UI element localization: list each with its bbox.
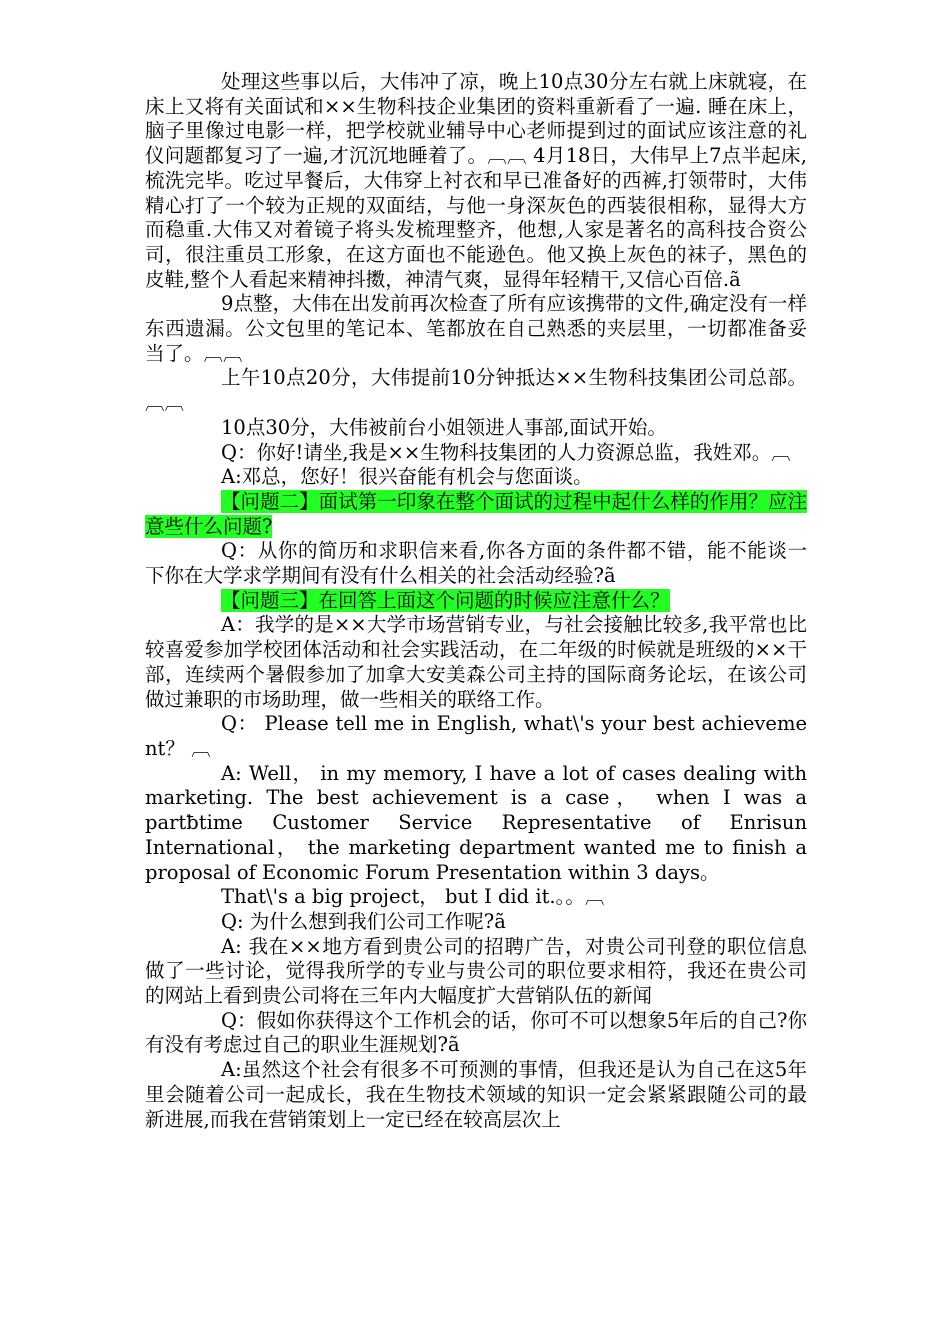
paragraph-15: A: 我在××地方看到贵公司的招聘广告，对贵公司刊登的职位信息做了一些讨论，觉得我所学的专业与贵公司的职位要求相符，我还在贵公司的网站上看到贵公司将在三年内大幅度扩大营销队伍的新闻 (145, 934, 807, 1008)
paragraph-11: Q： Please tell me in English, what\'s your best achievement？ ︹ (145, 712, 807, 760)
paragraph-13: That\'s a big project， but I did it.。。︹ (221, 885, 605, 909)
paragraph-4: 10点30分，大伟被前台小姐领进人事部,面试开始。 (221, 415, 667, 439)
question-two-highlight: 【问题二】面试第一印象在整个面试的过程中起什么样的作用？应注意些什么问题? (145, 489, 807, 538)
question-three-highlight: 【问题三】在回答上面这个问题的时候应注意什么？ (221, 588, 670, 612)
paragraph-2: 9点整，大伟在出发前再次检查了所有应该携带的文件,确定没有一样东西遗漏。公文包里的笔记本、笔都放在自己熟悉的夹层里，一切都准备妥当了。︹︹ (145, 292, 807, 365)
paragraph-10: A：我学的是××大学市场营销专业，与社会接触比较多,我平常也比较喜爱参加学校团体活动和社会实践活动，在二年级的时候就是班级的××干部，连续两个暑假参加了加拿大安美森公司主持的国际商务论坛，在该公司做过兼职的市场助理，做一些相关的联络工作。 (145, 613, 807, 711)
paragraph-6: A:邓总，您好！很兴奋能有机会与您面谈。 (221, 465, 593, 489)
paragraph-3: 上午10点20分，大伟提前10分钟抵达××生物科技集团公司总部。︹︹ (145, 366, 807, 415)
paragraph-1: 处理这些事以后，大伟冲了凉，晚上10点30分左右就上床就寝，在床上又将有关面试和××生物科技企业集团的资料重新看了一遍. 睡在床上，脑子里像过电影一样，把学校就业辅导中心老师提到过的面试应该注意的礼仪问题都复习了一遍,才沉沉地睡着了。︹︹ 4月18日，大伟早上7点半起床,梳洗完毕。吃过早餐后，大伟穿上衬衣和早已准备好的西裤,打领带时，大伟精心打了一个较为正规的双面结，与他一身深灰色的西装很相称，显得大方而稳重.大伟又对着镜子将头发梳理整齐，他想,人家是著名的高科技合资公司，很注重员工形象，在这方面也不能逊色。他又换上灰色的袜子，黑色的皮鞋,整个人看起来精神抖擞，神清气爽，显得年轻精干,又信心百倍.ã (145, 70, 807, 291)
paragraph-14: Q: 为什么想到我们公司工作呢?ã (221, 909, 506, 933)
paragraph-16: Q：假如你获得这个工作机会的话，你可不可以想象5年后的自己?你有没有考虑过自己的职业生涯规划?ã (145, 1008, 807, 1057)
question-three-heading (145, 589, 807, 614)
paragraph-5: Q：你好!请坐,我是××生物科技集团的人力资源总监，我姓邓。︹ (221, 440, 791, 464)
paragraph-12: A: Well， in my memory, I have a lot of cases dealing with marketing. The best achievement is a case， when I was a partƀtime Customer Service Representative of Enrisun International， the marketing department wanted me to finish a proposal of Economic Forum Presentation within 3 days。 (145, 761, 807, 884)
paragraph-17: A:虽然这个社会有很多不可预测的事情，但我还是认为自己在这5年里会随着公司一起成长，我在生物技术领域的知识一定会紧紧跟随公司的最新进展,而我在营销策划上一定已经在较高层次上 (145, 1058, 807, 1131)
paragraph-8: Q：从你的简历和求职信来看,你各方面的条件都不错，能不能谈一下你在大学求学期间有没有什么相关的社会活动经验?ã (145, 539, 807, 588)
question-two-heading (145, 490, 807, 539)
document-page (145, 70, 807, 1132)
